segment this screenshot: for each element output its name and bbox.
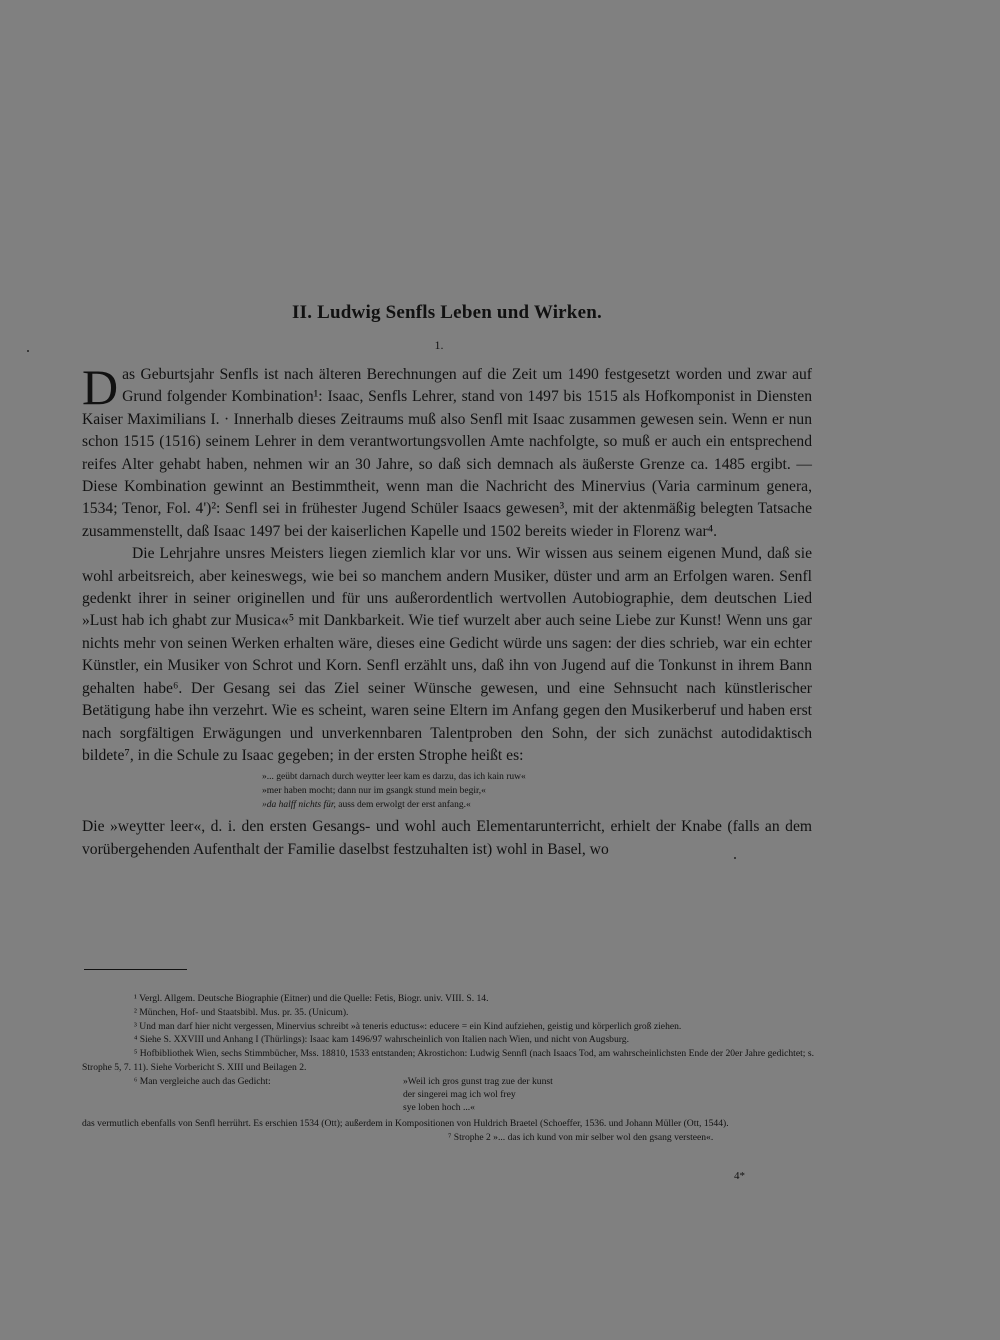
page-number: 4* [734,1170,745,1182]
footnote-4: ⁴ Siehe S. XXVIII und Anhang I (Thürlings): Isaac kam 1496/97 wahrscheinlich von Italien nach Wien, und nicht von Augsburg. [134,1034,629,1046]
footnote-6-verse-3: sye loben hoch ...« [403,1101,475,1113]
footnote-2: ² München, Hof- und Staatsbibl. Mus. pr. 35. (Unicum). [134,1006,349,1018]
paragraph-1 [82,359,812,543]
document-page [82,0,812,1340]
verse-line-3-italic: »da halff nichts für, [262,800,336,811]
footnote-6-intro: ⁶ Man vergleiche auch das Gedicht: [134,1075,271,1087]
paragraph-3: Die »weytter leer«, d. i. den ersten Gesangs- und wohl auch Elementarunterricht, erhielt der Knabe (falls an dem vorübergehenden Aufenthalt der Familie daselbst festzuhalten ist) wohl in Basel, wo [82,818,812,858]
chapter-title: II. Ludwig Senfls Leben und Wirken. [292,302,602,323]
verse-line-1: »... geübt darnach durch weytter leer kam es darzu, das ich kain ruw« [262,772,526,783]
drop-cap: D [82,359,119,415]
verse-line-2: »mer haben mocht; dann nur im gsangk stund mein begir,« [262,786,486,797]
paragraph-2: Die Lehrjahre unsres Meisters liegen ziemlich klar vor uns. Wir wissen aus seinem eigenen Mund, daß sie wohl arbeitsreich, aber keineswegs, wie bei so manchem andern Musiker, düster und arm an Erfolgen waren. Senfl gedenkt ihrer in seiner originellen und für uns außerordentlich wertvollen Autobiographie, dem deutschen Lied »Lust hab ich ghabt zur Musica«⁵ mit Dankbarkeit. Wie tief wurzelt aber auch seine Liebe zur Kunst! Wenn uns gar nichts mehr von seinen Werken erhalten wäre, dieses eine Gedicht würde uns sagen: der dies schrieb, war ein echter Künstler, ein Musiker von Schrot und Korn. Senfl erzählt uns, daß ihn von Jugend auf die Tonkunst in ihrem Bann gehalten habe⁶. Der Gesang sei das Ziel seiner Wünsche gewesen, und eine Sehnsucht nach künstlerischer Betätigung habe ihn verzehrt. Wie es scheint, waren seine Eltern im Anfang gegen den Musikerberuf und haben erst nach sorgfältigen Erwägungen und unverkennbaren Talentproben den Sohn, der sich zunächst autodidaktisch bildete⁷, in die Schule zu Isaac gegeben; in der ersten Strophe heißt es: [82,545,812,764]
verse-line-3-rest: auss dem erwolgt der erst anfang.« [335,800,471,811]
footnote-6-verse-1: »Weil ich gros gunst trag zue der kunst [403,1075,553,1087]
scan-speck [27,350,29,352]
footnote-6 [82,1075,814,1117]
footnote-6-verse [403,1075,553,1114]
section-number: 1. [434,338,444,352]
footnote-1: ¹ Vergl. Allgem. Deutsche Biographie (Eitner) und die Quelle: Fetis, Biogr. univ. VIII. S. 14. [134,993,489,1004]
body-text [82,359,812,861]
verse-line-3 [262,798,812,812]
footnotes [82,992,814,1144]
footnote-6-continued: das vermutlich ebenfalls von Senfl herrührt. Es erschien 1534 (Ott); außerdem in Kompositionen von Huldrich Braetel (Schoeffer, 1536. und Johann Müller (Ott, 1544). [82,1117,729,1129]
verse-quote [262,770,812,812]
footnote-3: ³ Und man darf hier nicht vergessen, Minervius schreibt »à teneris eductus«: educere = ein Kind aufziehen, geistig und körperlich groß ziehen. [134,1020,682,1032]
footnote-5: ⁵ Hofbibliothek Wien, sechs Stimmbücher, Mss. 18810, 1533 entstanden; Akrostichon: Ludwig Sennfl (nach Isaacs Tod, am wahrscheinlichsten Ende der 20er Jahre gedichtet; s. Strophe 5, 7. 11). Siehe Vorbericht S. XIII und Beilagen 2. [82,1048,814,1073]
footnote-rule [84,969,187,970]
paragraph-1-text: as Geburtsjahr Senfls ist nach älteren Berechnungen auf die Zeit um 1490 festgesetzt worden und zwar auf Grund folgender Kombination¹: Isaac, Senfls Lehrer, stand von 1497 bis 1515 als Hofkomponist in Diensten Kaiser Maximilians I. · Innerhalb dieses Zeitraums muß also Senfl mit Isaac zusammen gewesen sein. Wenn er nun schon 1515 (1516) seinem Lehrer in dem verantwortungsvollen Amte nachfolgte, so muß er auch ein entsprechend reifes Alter gehabt haben, nehmen wir an 30 Jahre, so daß sich demnach als äußerste Grenze ca. 1485 ergibt. — Diese Kombination gewinnt an Bestimmtheit, wenn man die Nachricht des Minervius (Varia carminum genera, 1534; Tenor, Fol. 4')²: Senfl sei in frühester Jugend Schüler Isaacs gewesen³, mit der aktenmäßig belegten Tatsache zusammenstellt, daß Isaac 1497 bei der kaiserlichen Kapelle und 1502 bereits wieder in Florenz war⁴. [82,366,812,540]
scan-speck [734,857,736,859]
footnote-7: ⁷ Strophe 2 »... das ich kund von mir selber wol den gsang versteen«. [448,1131,714,1143]
footnote-6-verse-2: der singerei mag ich wol frey [403,1088,516,1100]
